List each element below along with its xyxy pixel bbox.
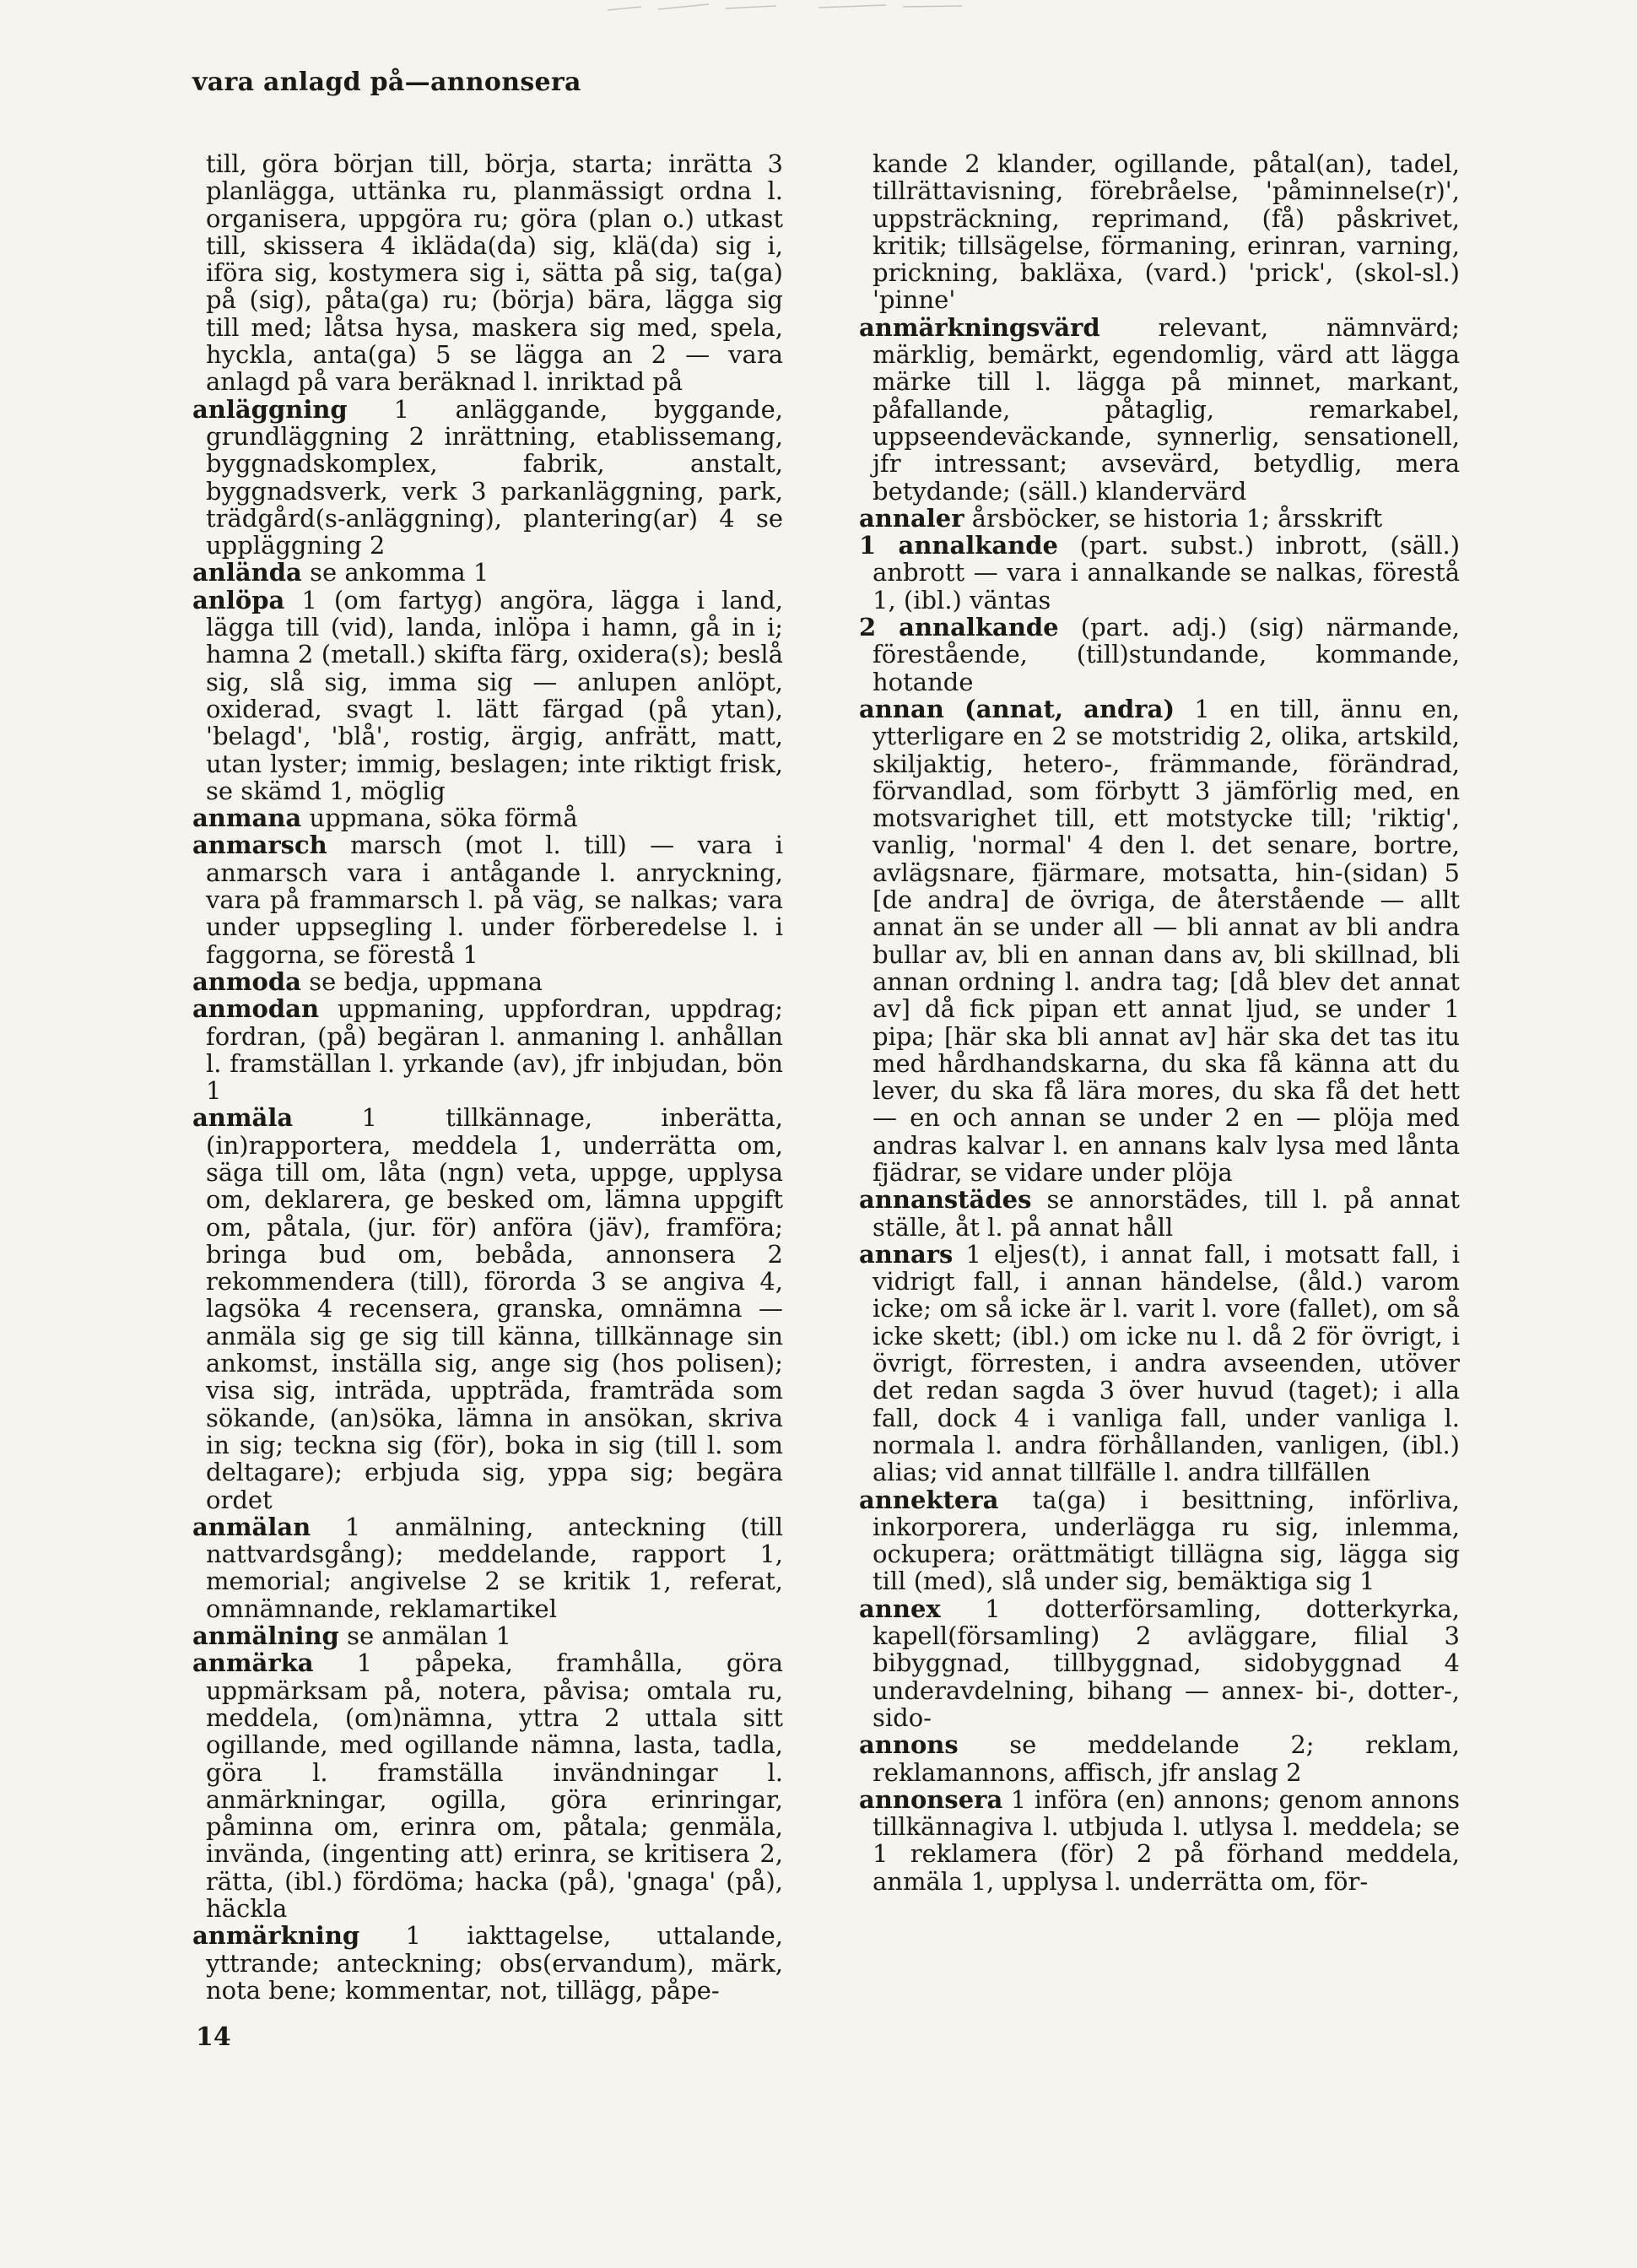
entry-headword: annan (annat, andra) xyxy=(859,694,1175,723)
right-column xyxy=(859,150,1460,1895)
entry-headword: 2 annalkande xyxy=(859,613,1059,642)
entry-definition: se meddelande 2; reklam, reklamannons, affisch, jfr anslag 2 xyxy=(873,1730,1461,1787)
entry-definition: 1 iakttagelse, uttalande, yttrande; anteckning; obs(ervandum), märk, nota bene; kommentar, not, tillägg, påpe- xyxy=(206,1921,783,2005)
entry-definition: 1 införa (en) annons; genom annons tillkännagiva l. utbjuda l. utlysa l. meddela; se 1 reklamera (för) 2 på förhand meddela, anmäla 1, upplysa l. underrätta om, för- xyxy=(873,1784,1460,1896)
entry-definition: relevant, nämnvärd; märklig, bemärkt, egendomlig, värd att lägga märke till l. lägga på minnet, markant, påfallande, påtaglig, remarkabel, uppseendeväckande, synnerlig, sensationell, jfr intressant; avsevärd, betydlig, mera betydande; (säll.) klandervärd xyxy=(873,312,1461,506)
dictionary-entry xyxy=(192,1649,783,1922)
entry-definition: se bedja, uppmana xyxy=(309,966,543,996)
entry-headword: anmarsch xyxy=(192,831,327,860)
entry-headword: anmäla xyxy=(192,1103,294,1133)
dictionary-entry xyxy=(859,532,1460,614)
entry-definition: 1 anmälning, anteckning (till nattvardsgång); meddelande, rapport 1, memorial; angivelse 2 se kritik 1, referat, omnämnande, reklamartikel xyxy=(206,1512,784,1623)
entry-headword: anmodan xyxy=(192,994,320,1024)
entry-definition: (part. subst.) inbrott, (säll.) anbrott — vara i annalkande se nalkas, förestå 1, (ibl.) väntas xyxy=(873,531,1461,614)
entry-headword: annanstädes xyxy=(859,1185,1032,1215)
entry-definition: 1 dotterförsamling, dotterkyrka, kapell(församling) 2 avläggare, filial 3 bibyggnad, tillbyggnad, sidobyggnad 4 underavdelning, bihang — annex- bi-, dotter-, sido- xyxy=(873,1594,1460,1732)
dictionary-entry xyxy=(192,1922,783,2004)
entry-headword: annex xyxy=(859,1594,941,1623)
entry-definition: 1 påpeka, framhålla, göra uppmärksam på, notera, påvisa; omtala ru, meddela, (om)nämna, yttra 2 uttala sitt ogillande, med ogillande nämna, lasta, tadla, göra l. framställa invändningar l. anmärkningar, ogilla, göra erinringar, påminna om, erinra om, påtala; genmäla, invända, (ingenting att) erinra, se kritisera 2, rätta, (ibl.) fördöma; hacka (på), 'gnaga' (på), häckla xyxy=(206,1648,783,1923)
entry-definition: 1 (om fartyg) angöra, lägga i land, lägga till (vid), landa, inlöpa i hamn, gå in i; hamna 2 (metall.) skifta färg, oxidera(s); beslå sig, slå sig, imma sig — anlupen anlöpt, oxiderad, svagt l. lätt färgad (på ytan), 'belagd', 'blå', rostig, ärgig, anfrätt, matt, utan lyster; immig, beslagen; inte riktigt frisk, se skämd 1, möglig xyxy=(206,585,783,805)
entry-definition: 1 anläggande, byggande, grundläggning 2 inrättning, etablissemang, byggnadskomplex, fabrik, anstalt, byggnadsverk, verk 3 parkanläggning, park, trädgård(s-anläggning), plantering(ar) 4 se uppläggning 2 xyxy=(206,394,783,560)
entry-definition: se ankomma 1 xyxy=(310,558,489,587)
entry-headword: anmälning xyxy=(192,1621,339,1651)
entry-headword: anlöpa xyxy=(192,585,285,614)
dictionary-entry xyxy=(859,696,1460,1186)
dictionary-entry xyxy=(192,1622,783,1649)
running-header: vara anlagd på—annonsera xyxy=(192,68,581,97)
entry-headword: annaler xyxy=(859,503,964,533)
entry-definition: uppmana, söka förmå xyxy=(309,804,578,833)
entry-headword: anläggning xyxy=(192,394,348,424)
entry-headword: anmärkningsvärd xyxy=(859,312,1100,342)
dictionary-entry xyxy=(859,1486,1460,1595)
dictionary-entry xyxy=(859,1595,1460,1731)
entry-headword: annonsera xyxy=(859,1784,1003,1814)
entry-definition: uppmaning, uppfordran, uppdrag; fordran, (på) begäran l. anmaning l. anhållan l. framställan l. yrkande (av), jfr inbjudan, bön 1 xyxy=(206,994,783,1106)
entry-headword: anmärka xyxy=(192,1648,314,1678)
entry-headword: anmoda xyxy=(192,966,301,996)
entry-headword: anmälan xyxy=(192,1512,311,1541)
entry-headword: annektera xyxy=(859,1485,999,1514)
entry-definition: marsch (mot l. till) — vara i anmarsch vara i antågande l. anryckning, vara på frammarsch l. på väg, se nalkas; vara under uppsegling l. under förberedelse l. i faggorna, se förestå 1 xyxy=(206,831,784,969)
entry-headword: anmärkning xyxy=(192,1921,360,1951)
dictionary-entry xyxy=(859,614,1460,696)
dictionary-entry xyxy=(192,1104,783,1513)
dictionary-entry xyxy=(192,1513,783,1622)
dictionary-entry xyxy=(859,1786,1460,1895)
dictionary-entry xyxy=(192,587,783,804)
dictionary-entry xyxy=(192,150,783,396)
entry-definition: se anmälan 1 xyxy=(347,1621,511,1651)
left-column xyxy=(192,150,783,2004)
dictionary-entry xyxy=(192,995,783,1104)
entry-headword: anlända xyxy=(192,558,302,587)
dictionary-entry xyxy=(192,559,783,586)
entry-headword: annons xyxy=(859,1730,959,1760)
page-number: 14 xyxy=(196,2022,231,2052)
dictionary-entry xyxy=(192,968,783,995)
dictionary-entry xyxy=(192,831,783,967)
entry-definition: 1 eljes(t), i annat fall, i motsatt fall, i vidrigt fall, i annan händelse, (åld.) varom icke; om så icke är l. varit l. vore (fallet), om så icke skett; (ibl.) om icke nu l. då 2 för övrigt, i övrigt, förresten, i andra avseenden, utöver det redan sagda 3 över huvud (taget); i alla fall, dock 4 i vanliga fall, under vanliga l. normala l. andra förhållanden, vanligen, (ibl.) alias; vid annat tillfälle l. andra tillfällen xyxy=(873,1239,1460,1487)
entry-headword: annars xyxy=(859,1239,954,1269)
dictionary-entry xyxy=(859,314,1460,505)
dictionary-entry xyxy=(192,804,783,831)
dictionary-entry xyxy=(859,1186,1460,1241)
entry-definition: (part. adj.) (sig) närmande, förestående, (till)stundande, kommande, hotande xyxy=(873,613,1460,696)
dictionary-entry xyxy=(859,150,1460,314)
entry-definition: kande 2 klander, ogillande, påtal(an), tadel, tillrättavisning, förebråelse, 'påminnelse(r)', uppsträckning, reprimand, (få) påskrivet, kritik; tillsägelse, förmaning, erinran, varning, prickning, bakläxa, (vard.) 'prick', (skol-sl.) 'pinne' xyxy=(873,149,1460,315)
entry-definition: årsböcker, se historia 1; årsskrift xyxy=(971,503,1383,533)
entry-definition: 1 tillkännage, inberätta, (in)rapportera, meddela 1, underrätta om, säga till om, låta (ngn) veta, uppge, upplysa om, deklarera, ge besked om, lämna uppgift om, påtala, (jur. för) anföra (jäv), framföra; bringa bud om, bebåda, annonsera 2 rekommendera (till), förorda 3 se angiva 4, lagsöka 4 recensera, granska, omnämna — anmäla sig ge sig till känna, tillkännage sin ankomst, inställa sig, ange sig (hos polisen); visa sig, inträda, uppträda, framträda som sökande, (an)söka, lämna in ansökan, skriva in sig; teckna sig (för), boka in sig (till l. som deltagare); erbjuda sig, yppa sig; begära ordet xyxy=(206,1103,783,1514)
dictionary-entry xyxy=(859,505,1460,532)
entry-definition: till, göra början till, börja, starta; inrätta 3 planlägga, uttänka ru, planmässigt ordna l. organisera, uppgöra ru; göra (plan o.) utkast till, skissera 4 ikläda(da) sig, klä(da) sig i, iföra sig, kostymera sig i, sätta på sig, ta(ga) på (sig), påta(ga) ru; (börja) bära, lägga sig till med; låtsa hysa, maskera sig med, spela, hyckla, anta(ga) 5 se lägga an 2 — vara anlagd på vara beräknad l. inriktad på xyxy=(206,149,783,397)
entry-headword: anmana xyxy=(192,804,302,833)
entry-definition: 1 en till, ännu en, ytterligare en 2 se motstridig 2, olika, artskild, skiljaktig, hetero-, främmande, förändrad, förvandlad, som förbytt 3 jämförlig med, en motsvarighet till, ett motstycke till; 'riktig', vanlig, 'normal' 4 den l. det senare, bortre, avlägsnare, fjärmare, motsatta, hin-(sidan) 5 [de andra] de övriga, de återstående — allt annat än se under all — bli annat av bli andra bullar av, bli en annan dans av, bli skillnad, bli annan ordning l. andra tag; [då blev det annat av] då fick pipan ett annat ljud, se under 1 pipa; [här ska bli annat av] här ska det tas itu med hårdhandskarna, du ska få känna att du lever, du ska få lära mores, du ska få det hett — en och annan se under 2 en — plöja med andras kalvar l. en annans kalv lysa med lånta fjädrar, se vidare under plöja xyxy=(873,694,1460,1187)
dictionary-entry xyxy=(859,1731,1460,1786)
entry-definition: ta(ga) i besittning, införliva, inkorporera, underlägga ru sig, inlemma, ockupera; orättmätigt tillägna sig, lägga sig till (med), slå under sig, bemäktiga sig 1 xyxy=(873,1485,1461,1596)
entry-definition: se annorstädes, till l. på annat ställe, åt l. på annat håll xyxy=(873,1185,1461,1242)
entry-headword: 1 annalkande xyxy=(859,531,1059,560)
dictionary-entry xyxy=(859,1241,1460,1486)
scratch-mark xyxy=(608,2,962,14)
dictionary-entry xyxy=(192,396,783,560)
